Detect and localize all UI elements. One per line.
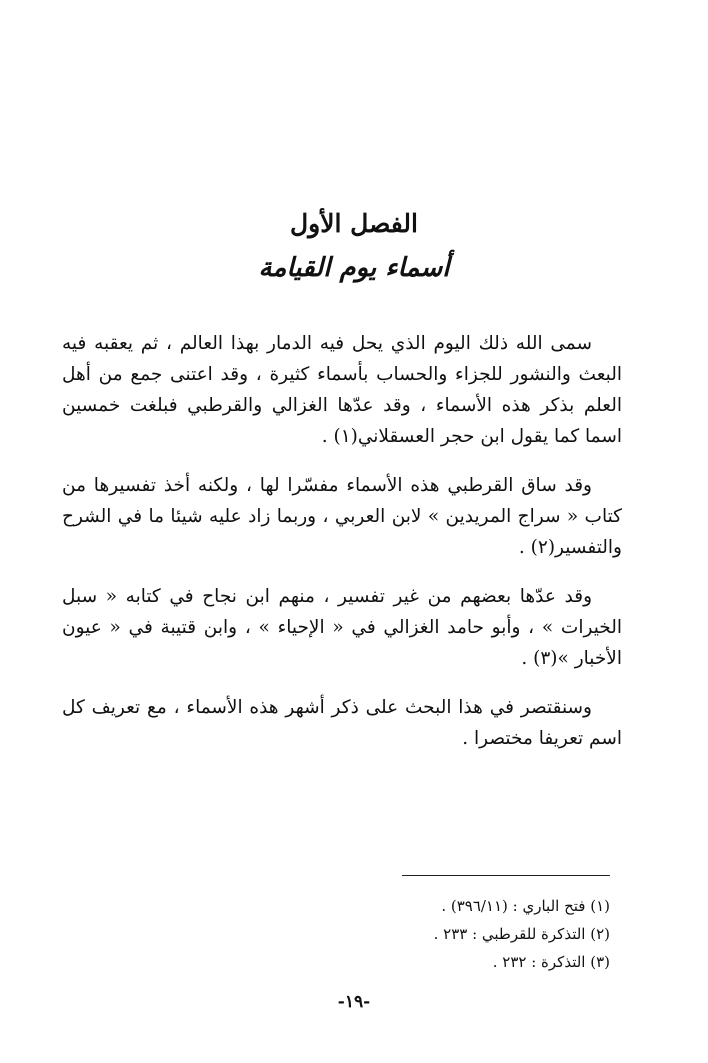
footnote: (٣) التذكرة : ٢٣٢ . — [492, 953, 610, 971]
body-text — [62, 328, 622, 772]
footnote-divider — [402, 875, 610, 876]
chapter-title: الفصل الأول — [290, 209, 418, 238]
paragraph: وسنقتصر في هذا البحث على ذكر أشهر هذه الأسماء ، مع تعريف كل اسم تعريفا مختصرا . — [62, 697, 622, 749]
footnotes — [210, 892, 610, 976]
footnote: (٢) التذكرة للقرطبي : ٢٣٣ . — [433, 925, 610, 943]
paragraph: سمى الله ذلك اليوم الذي يحل فيه الدمار بهذا العالم ، ثم يعقبه فيه البعث والنشور للجزاء والحساب بأسماء كثيرة ، وقد اعتنى جمع من أهل العلم بذكر هذه الأسماء ، وقد عدّها الغزالي والقرطبي فبلغت خمسين اسما كما يقول ابن حجر العسقلاني(١) . — [62, 333, 622, 447]
paragraph: وقد ساق القرطبي هذه الأسماء مفسّرا لها ، ولكنه أخذ تفسيرها من كتاب « سراج المريدين » لابن العربي ، وربما زاد عليه شيئا ما في الشرح والتفسير(٢) . — [62, 475, 622, 558]
chapter-subtitle: أسماء يوم القيامة — [258, 253, 450, 283]
footnote: (١) فتح الباري : (٣٩٦/١١) . — [441, 897, 610, 915]
page-number: -١٩- — [337, 992, 371, 1012]
paragraph: وقد عدّها بعضهم من غير تفسير ، منهم ابن نجاح في كتابه « سبل الخيرات » ، وأبو حامد الغزالي في « الإحياء » ، وابن قتيبة في « عيون الأخبار »(٣) . — [62, 586, 622, 669]
